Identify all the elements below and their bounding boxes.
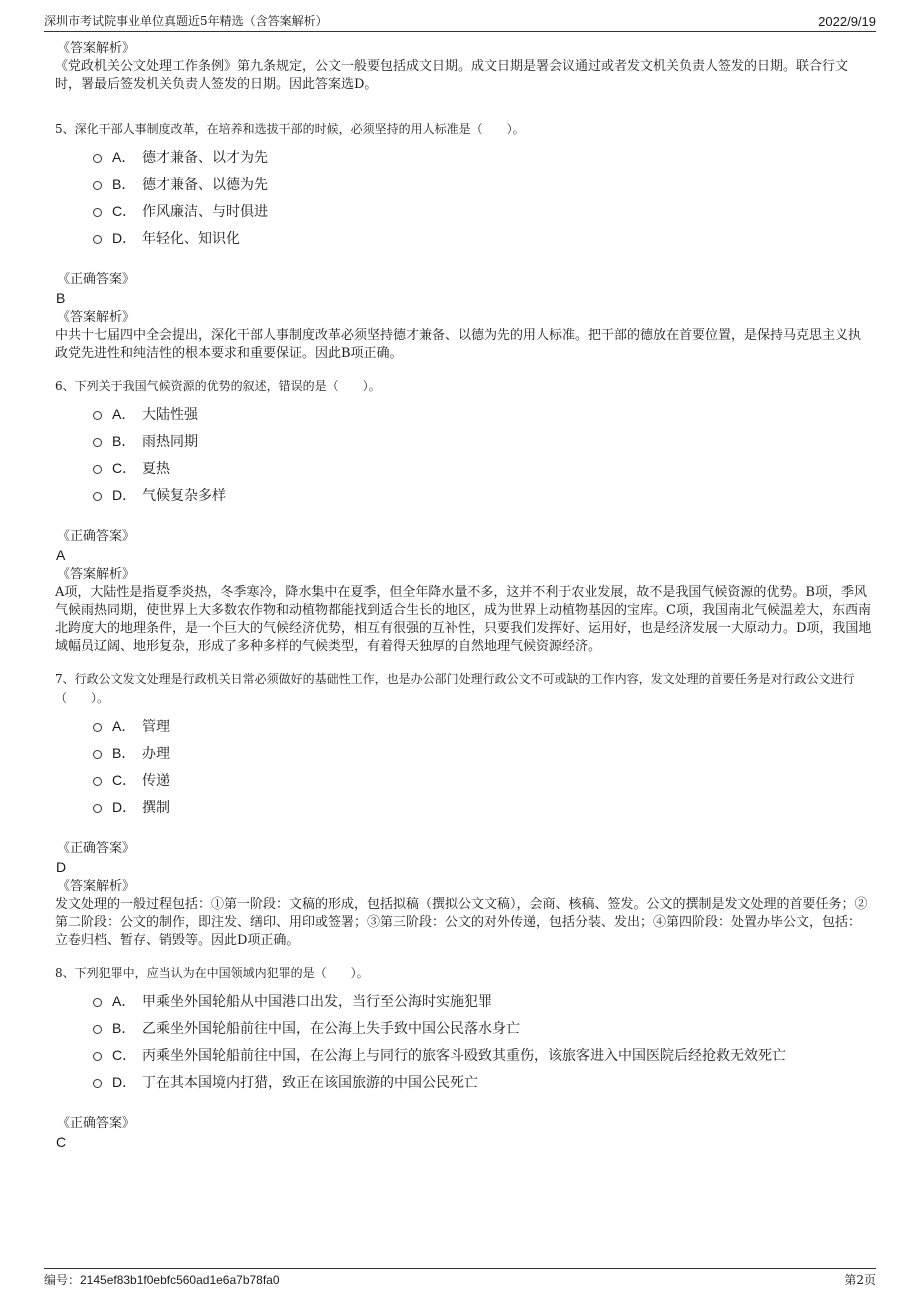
option-a[interactable] [93,400,872,427]
radio-icon[interactable] [93,750,102,759]
option-d[interactable] [93,481,872,508]
option-letter: B． [112,1019,136,1036]
option-letter: D． [112,486,137,503]
radio-icon[interactable] [93,777,102,786]
option-text: 雨热同期 [142,433,198,450]
radio-icon[interactable] [93,1052,102,1061]
radio-icon[interactable] [93,998,102,1007]
option-text: 甲乘坐外国轮船从中国港口出发，当行至公海时实施犯罪 [142,993,492,1010]
option-text: 作风廉洁、与时俱进 [142,203,268,220]
page-header [44,10,876,32]
question-list [55,120,872,1151]
option-b[interactable] [93,427,872,454]
correct-answer: B [56,290,66,306]
option-text: 丙乘坐外国轮船前往中国，在公海上与同行的旅客斗殴致其重伤，该旅客进入中国医院后经抢救无效死亡 [142,1047,786,1064]
radio-icon[interactable] [93,411,102,420]
radio-icon[interactable] [93,154,102,163]
correct-answer: A [56,547,66,563]
option-text: 夏热 [142,460,170,477]
page-footer [44,1268,876,1290]
analysis-text: 发文处理的一般过程包括：①第一阶段：文稿的形成，包括拟稿（撰拟公文文稿），会商、核稿、签发。公文的撰制是发文处理的首要任务；②第二阶段：公文的制作，即注发、缮印、用印或签署；③第三阶段：公文的对外传递，包括分装、发出；④第四阶段：处置办毕公文，包括：立卷归档、暂存、销毁等。因此D项正确。 [55,897,868,948]
option-letter: C． [112,202,137,219]
radio-icon[interactable] [93,723,102,732]
correct-answer-label: 《正确答案》 [57,529,136,544]
option-text: 大陆性强 [142,406,198,423]
question-text: 8、下列犯罪中，应当认为在中国领域内犯罪的是（ ）。 [55,966,369,980]
option-letter: B． [112,744,136,761]
radio-icon[interactable] [93,235,102,244]
option-letter: D． [112,1073,137,1090]
option-b[interactable] [93,739,872,766]
option-list [93,987,872,1095]
option-c[interactable] [93,766,872,793]
option-list [93,400,872,508]
question-block [55,964,872,1151]
option-a[interactable] [93,712,872,739]
option-c[interactable] [93,454,872,481]
document-date: 2022/9/19 [818,14,876,29]
correct-answer-label: 《正确答案》 [57,1116,136,1131]
radio-icon[interactable] [93,208,102,217]
option-b[interactable] [93,170,872,197]
question-block [55,120,872,363]
page-content [55,40,872,1151]
option-letter: C． [112,771,137,788]
radio-icon[interactable] [93,1079,102,1088]
question-text: 6、下列关于我国气候资源的优势的叙述，错误的是（ ）。 [55,379,381,393]
analysis-label: 《答案解析》 [57,310,136,325]
option-c[interactable] [93,197,872,224]
radio-icon[interactable] [93,804,102,813]
radio-icon[interactable] [93,1025,102,1034]
option-d[interactable] [93,793,872,820]
option-letter: D． [112,229,137,246]
option-letter: A． [112,717,136,734]
intro-analysis-block [55,40,872,94]
page-number: 第2页 [844,1273,876,1287]
correct-answer: D [56,859,67,875]
question-text: 5、深化干部人事制度改革，在培养和选拔干部的时候，必须坚持的用人标准是（ ）。 [55,122,525,136]
option-text: 气候复杂多样 [142,487,226,504]
option-d[interactable] [93,1068,872,1095]
question-text: 7、行政公文发文处理是行政机关日常必须做好的基础性工作，也是办公部门处理行政公文不可或缺的工作内容，发文处理的首要任务是对行政公文进行（ ）。 [55,672,855,705]
option-letter: D． [112,798,137,815]
option-text: 办理 [142,745,170,762]
option-text: 德才兼备、以才为先 [142,149,268,166]
option-letter: A． [112,992,136,1009]
option-list [93,143,872,251]
analysis-text: 中共十七届四中全会提出，深化干部人事制度改革必须坚持德才兼备、以德为先的用人标准。把干部的德放在首要位置，是保持马克思主义执政党先进性和纯洁性的根本要求和重要保证。因此B项正确。 [55,328,862,361]
document-title: 深圳市考试院事业单位真题近5年精选（含答案解析） [44,14,328,28]
question-block [55,377,872,656]
analysis-label: 《答案解析》 [57,41,136,56]
option-letter: A． [112,148,136,165]
document-code: 编号：2145ef83b1f0ebfc560ad1e6a7b78fa0 [44,1273,280,1287]
radio-icon[interactable] [93,465,102,474]
question-block [55,670,872,950]
option-letter: A． [112,405,136,422]
option-text: 德才兼备、以德为先 [142,176,268,193]
option-text: 传递 [142,772,170,789]
option-letter: B． [112,432,136,449]
option-text: 乙乘坐外国轮船前往中国，在公海上失手致中国公民落水身亡 [142,1020,520,1037]
option-text: 撰制 [142,799,170,816]
analysis-text: A项，大陆性是指夏季炎热，冬季寒冷，降水集中在夏季，但全年降水量不多，这并不利于农业发展，故不是我国气候资源的优势。B项，季风气候雨热同期，使世界上大多数农作物和动植物都能找到适合生长的地区，成为世界上动植物基因的宝库。C项，我国南北气候温差大，东西南北跨度大的地理条件，是一个巨大的气候经济优势，相互有很强的互补性，只要我们发挥好、运用好，也是经济发展一大原动力。D项，我国地域幅员辽阔、地形复杂，形成了多种多样的气候类型，有着得天独厚的自然地理气候资源经济。 [55,585,872,654]
option-d[interactable] [93,224,872,251]
analysis-label: 《答案解析》 [57,879,136,894]
option-list [93,712,872,820]
option-text: 年轻化、知识化 [142,230,240,247]
radio-icon[interactable] [93,438,102,447]
option-text: 管理 [142,718,170,735]
analysis-label: 《答案解析》 [57,567,136,582]
option-text: 丁在其本国境内打猎，致正在该国旅游的中国公民死亡 [142,1074,478,1091]
radio-icon[interactable] [93,181,102,190]
option-letter: C． [112,1046,137,1063]
option-a[interactable] [93,987,872,1014]
correct-answer: C [56,1134,67,1150]
analysis-text: 《党政机关公文处理工作条例》第九条规定，公文一般要包括成文日期。成文日期是署会议通过或者发文机关负责人签发的日期。联合行文时，署最后签发机关负责人签发的日期。因此答案选D。 [55,59,849,92]
option-c[interactable] [93,1041,872,1068]
correct-answer-label: 《正确答案》 [57,272,136,287]
option-letter: C． [112,459,137,476]
option-a[interactable] [93,143,872,170]
radio-icon[interactable] [93,492,102,501]
correct-answer-label: 《正确答案》 [57,841,136,856]
option-b[interactable] [93,1014,872,1041]
option-letter: B． [112,175,136,192]
